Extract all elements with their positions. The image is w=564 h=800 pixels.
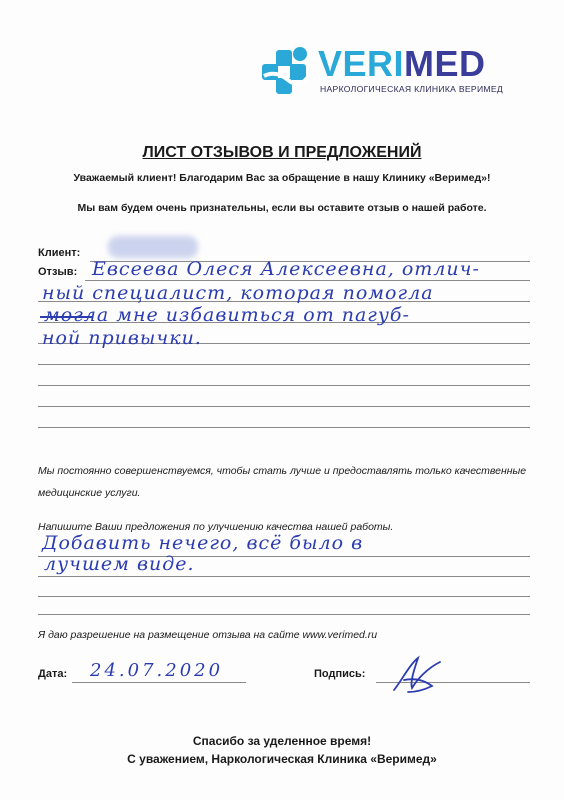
review-handwriting-2: ный специалист, которая помогла bbox=[42, 282, 434, 304]
review-handwriting-3: могла мне избавиться от пагуб- bbox=[44, 304, 410, 326]
brand-name bbox=[318, 44, 486, 84]
suggestions-prompt: Напишите Ваши предложения по улучшению качества нашей работы. bbox=[38, 521, 394, 533]
permission-statement: Я даю разрешение на размещение отзыва на сайте www.verimed.ru bbox=[38, 629, 378, 641]
date-line bbox=[72, 682, 246, 683]
greeting-text-2: Мы вам будем очень признательны, если вы оставите отзыв о нашей работе. bbox=[77, 202, 487, 214]
improvement-statement: Мы постоянно совершенствуемся, чтобы стать лучше и предоставлять только качественные медицинские услуги. bbox=[38, 465, 527, 499]
redacted-client-name bbox=[108, 236, 198, 258]
review-label: Отзыв: bbox=[38, 266, 78, 278]
suggest-line-4 bbox=[38, 614, 530, 615]
review-line-1 bbox=[85, 280, 530, 281]
review-handwriting-4: ной привычки. bbox=[42, 327, 202, 349]
form-title: ЛИСТ ОТЗЫВОВ И ПРЕДЛОЖЕНИЙ bbox=[142, 144, 422, 161]
brand-tagline: НАРКОЛОГИЧЕСКАЯ КЛИНИКА ВЕРИМЕД bbox=[320, 84, 504, 94]
brand-name-part1: VERI bbox=[318, 43, 405, 84]
review-line-5 bbox=[38, 364, 530, 365]
suggest-handwriting-1: Добавить нечего, всё было в bbox=[42, 532, 364, 554]
crossed-out-word-strike bbox=[40, 316, 92, 318]
greeting-text-1: Уважаемый клиент! Благодарим Вас за обращение в нашу Клинику «Веримед»! bbox=[73, 172, 491, 184]
suggest-line-3 bbox=[38, 596, 530, 597]
review-handwriting-1: Евсеева Олеся Алексеевна, отлич- bbox=[92, 258, 480, 280]
date-handwriting: 24.07.2020 bbox=[90, 660, 224, 681]
medical-cross-logo-icon bbox=[258, 46, 314, 98]
thanks-line-1: Спасибо за уделенное время! bbox=[192, 734, 372, 748]
suggest-line-2 bbox=[38, 576, 530, 577]
review-line-6 bbox=[38, 385, 530, 386]
handwritten-signature-icon bbox=[388, 650, 448, 698]
review-line-8 bbox=[38, 427, 530, 428]
thanks-line-2: С уважением, Наркологическая Клиника «Веримед» bbox=[127, 752, 437, 766]
date-label: Дата: bbox=[38, 668, 68, 680]
verimed-logo bbox=[258, 42, 538, 102]
suggest-handwriting-2: лучшем виде. bbox=[44, 553, 195, 575]
review-line-7 bbox=[38, 406, 530, 407]
client-label: Клиент: bbox=[38, 247, 81, 259]
signature-label: Подпись: bbox=[314, 668, 366, 680]
brand-name-part2: MED bbox=[404, 43, 486, 84]
